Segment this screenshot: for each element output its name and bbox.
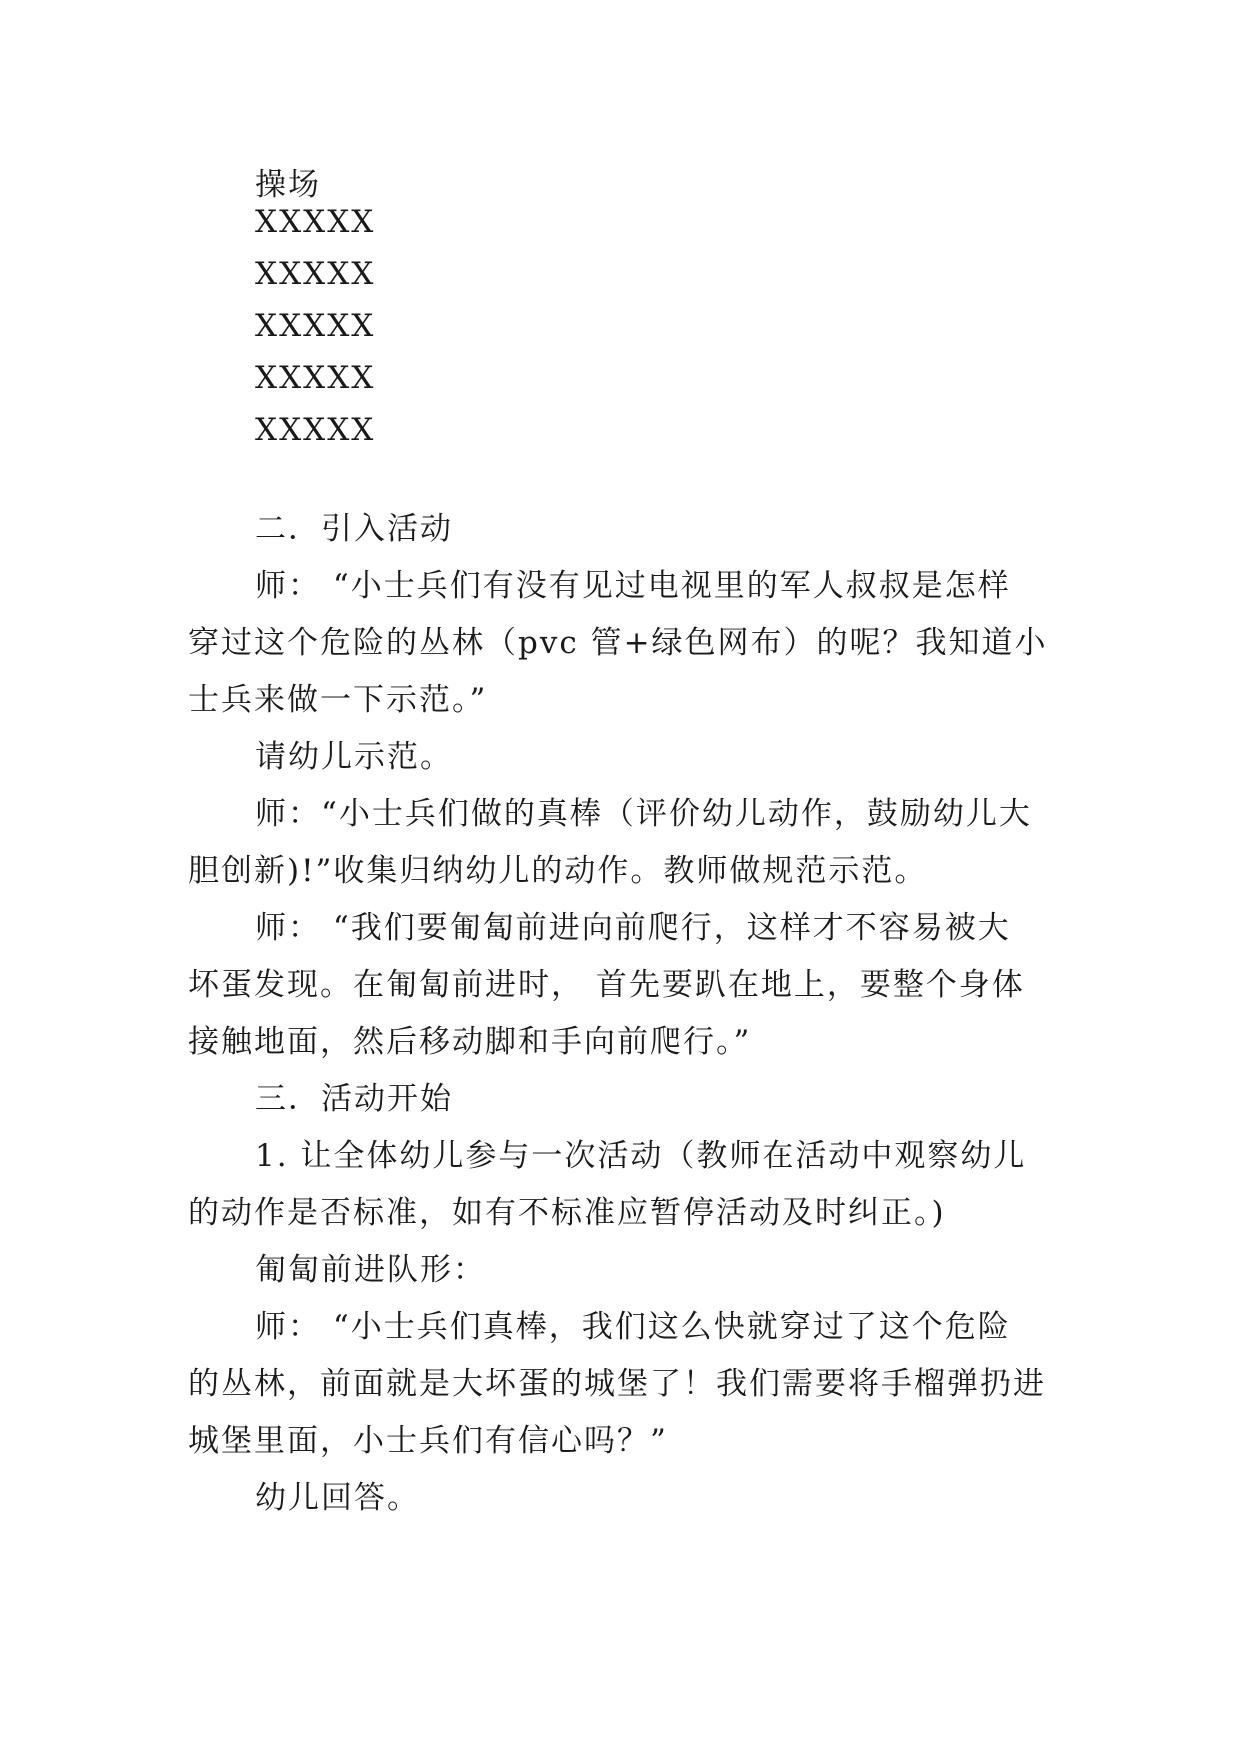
text-line: XXXXX xyxy=(255,412,376,448)
text-line: 师： “小士兵们真棒，我们这么快就穿过了这个危险 xyxy=(255,1309,1011,1345)
text-line: 城堡里面，小士兵们有信心吗？” xyxy=(188,1423,668,1459)
text-line: XXXXX xyxy=(255,308,376,344)
text-line: XXXXX xyxy=(255,360,376,396)
text-line: 师： “小士兵们有没有见过电视里的军人叔叔是怎样 xyxy=(255,568,1011,604)
text-line: XXXXX xyxy=(255,256,376,292)
text-line: 士兵来做一下示范。” xyxy=(188,682,488,718)
text-line: 穿过这个危险的丛林（pvc 管+绿色网布）的呢？我知道小 xyxy=(188,625,1048,661)
text-line: 幼儿回答。 xyxy=(255,1480,420,1516)
text-line: 匍匐前进队形： xyxy=(255,1252,486,1288)
text-line: 1. 让全体幼儿参与一次活动（教师在活动中观察幼儿 xyxy=(255,1138,1027,1174)
text-line: 请幼儿示范。 xyxy=(255,739,453,775)
text-line: 操场 xyxy=(255,167,321,203)
text-line: 胆创新)!”收集归纳幼儿的动作。教师做规范示范。 xyxy=(188,853,928,889)
text-line: 坏蛋发现。在匍匐前进时， 首先要趴在地上，要整个身体 xyxy=(188,967,1025,1003)
text-line: 的丛林，前面就是大坏蛋的城堡了！我们需要将手榴弹扔进 xyxy=(188,1366,1046,1402)
text-line: 的动作是否标准，如有不标准应暂停活动及时纠正。) xyxy=(188,1195,946,1231)
text-line: XXXXX xyxy=(255,204,376,240)
text-line: 师：“小士兵们做的真棒（评价幼儿动作，鼓励幼儿大 xyxy=(255,796,1032,832)
section-heading: 三．活动开始 xyxy=(255,1081,453,1117)
text-line: 师： “我们要匍匐前进向前爬行，这样才不容易被大 xyxy=(255,910,1011,946)
text-line: 接触地面，然后移动脚和手向前爬行。” xyxy=(188,1024,752,1060)
section-heading: 二．引入活动 xyxy=(255,511,453,547)
